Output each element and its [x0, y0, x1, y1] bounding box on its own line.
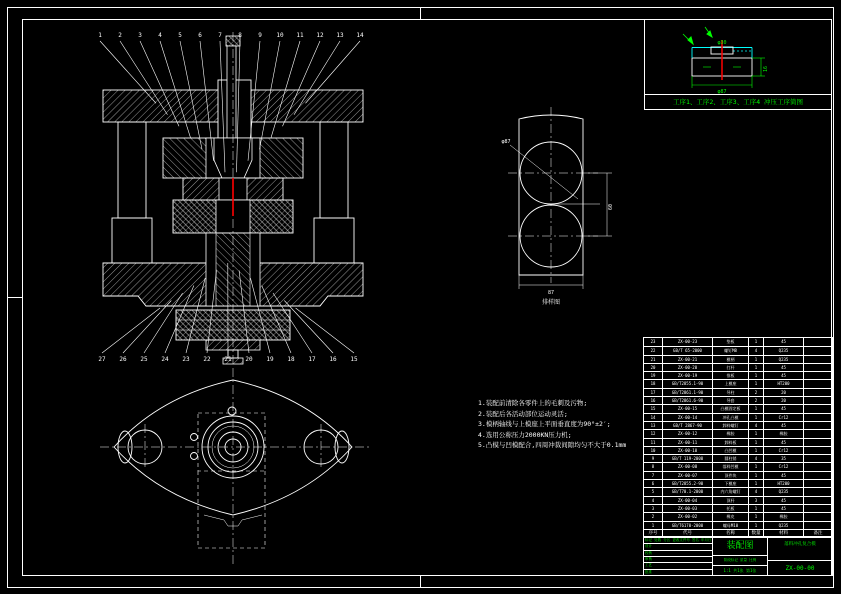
balloon-number: 23: [182, 356, 190, 363]
bom-cell: [804, 338, 832, 346]
bom-cell: GB/T2861.1-90: [663, 388, 713, 396]
dim-step: 60: [608, 203, 614, 211]
bom-cell: 推板: [713, 371, 749, 379]
balloon-number: 9: [258, 32, 262, 39]
bom-cell: Q235: [764, 487, 804, 495]
dim-height: 16: [763, 65, 769, 73]
bom-cell: GB/T 65-2000: [663, 346, 713, 354]
strip-label: 排样图: [541, 299, 561, 306]
dim-width: 87: [547, 290, 555, 296]
bom-cell: 45: [764, 438, 804, 446]
bom-cell: GB/T 119-2000: [663, 454, 713, 462]
centering-mark-bottom: [420, 576, 421, 588]
balloon-number: 25: [140, 356, 148, 363]
bom-cell: 23: [644, 338, 663, 346]
stage-weight-scale-row: 阶段标记 质量 比例: [713, 556, 767, 566]
bom-cell: ZX-00-23: [663, 338, 713, 346]
bom-cell: ZX-00-07: [663, 471, 713, 479]
bom-cell: 打杆: [713, 363, 749, 371]
bom-cell: 内六角螺钉: [713, 487, 749, 495]
bom-cell: 4: [749, 487, 764, 495]
bom-cell: 20: [764, 388, 804, 396]
bom-cell: 上模座: [713, 379, 749, 387]
revision-sign-grid: [644, 538, 713, 575]
bom-table: [643, 337, 833, 537]
balloon-number: 12: [316, 32, 324, 39]
centering-mark-top: [420, 7, 421, 19]
bom-cell: ZX-00-03: [663, 504, 713, 512]
balloon-number: 5: [178, 32, 182, 39]
bom-cell: ZX-00-15: [663, 404, 713, 412]
note-line: 2.装配后各活动部位运动灵活;: [478, 409, 568, 418]
bom-cell: [804, 504, 832, 512]
bom-cell: [804, 471, 832, 479]
bom-cell: 1: [749, 355, 764, 363]
balloon-number: 1: [98, 32, 102, 39]
bom-cell: ZX-00-10: [663, 446, 713, 454]
bom-cell: [804, 388, 832, 396]
balloon-leader: [160, 41, 191, 138]
bom-cell: 1: [749, 479, 764, 487]
bom-cell: 卸料板: [713, 438, 749, 446]
balloon-number: 17: [308, 356, 316, 363]
bom-cell: 2: [749, 388, 764, 396]
bom-cell: 4: [644, 496, 663, 504]
balloon-number: 11: [296, 32, 304, 39]
bom-cell: 1: [749, 363, 764, 371]
bom-cell: 1: [749, 413, 764, 421]
bom-cell: Q235: [764, 521, 804, 529]
bom-cell: 1: [749, 404, 764, 412]
bom-cell: HT200: [764, 479, 804, 487]
bom-cell: 45: [764, 338, 804, 346]
bom-cell: 下模座: [713, 479, 749, 487]
bom-cell: 21: [644, 355, 663, 363]
bom-cell: GB/T2855.1-90: [663, 379, 713, 387]
balloon-number: 21: [224, 356, 232, 363]
bom-cell: GB/T70.1-2000: [663, 487, 713, 495]
detail-dimensions: [692, 58, 765, 88]
balloon-number: 22: [203, 356, 211, 363]
bom-cell: Cr12: [764, 446, 804, 454]
die-section-view: [88, 28, 378, 368]
feed-step-dimension: [585, 173, 614, 236]
leader-dim: φ87: [501, 139, 511, 145]
note-line: 4.选用公称压力2000KN压力机;: [478, 430, 572, 439]
bom-cell: 1: [749, 338, 764, 346]
bom-cell: 10: [644, 446, 663, 454]
bom-header-cell: 材料: [764, 529, 804, 537]
bom-cell: 45: [764, 363, 804, 371]
bom-cell: [804, 454, 832, 462]
bom-cell: 1: [749, 504, 764, 512]
bom-cell: [804, 371, 832, 379]
dim-hole-dia: φ30: [717, 40, 727, 46]
balloon-number: 16: [329, 356, 337, 363]
process-detail-drawing: [645, 20, 833, 95]
balloon-number: 2: [118, 32, 122, 39]
bom-cell: 1: [749, 438, 764, 446]
drawing-title: 装配图: [713, 538, 767, 556]
product-name: 落料冲孔复合模: [768, 538, 832, 561]
bom-cell: ZX-00-11: [663, 438, 713, 446]
bom-cell: [804, 346, 832, 354]
bom-cell: 19: [644, 371, 663, 379]
bom-cell: 导套: [713, 396, 749, 404]
pin-hole-left2: [191, 453, 198, 460]
bom-cell: 5: [644, 487, 663, 495]
bom-cell: 17: [644, 388, 663, 396]
bom-cell: GB/T 2867-90: [663, 421, 713, 429]
bom-cell: 22: [644, 346, 663, 354]
strip-layout-view: [490, 103, 645, 333]
title-block-center: [713, 538, 768, 575]
title-block: [643, 537, 833, 576]
drawing-number: ZX-00-00: [785, 565, 815, 572]
bom-cell: [804, 379, 832, 387]
balloon-leader: [284, 301, 333, 354]
balloon-number: 7: [218, 32, 222, 39]
bom-cell: 圆柱销: [713, 454, 749, 462]
bom-header-cell: 序号: [644, 529, 663, 537]
bom-cell: 螺钉M8: [713, 346, 749, 354]
note-line: 5.凸模与凹模配合,四周冲裁间隙均匀不大于0.1mm: [478, 441, 627, 449]
bom-cell: [804, 396, 832, 404]
centering-mark-left: [7, 297, 22, 298]
bom-cell: [804, 429, 832, 437]
balloon-number: 10: [276, 32, 284, 39]
bom-cell: 16: [644, 396, 663, 404]
bom-cell: [804, 496, 832, 504]
bom-cell: Cr12: [764, 462, 804, 470]
balloon-number: 3: [138, 32, 142, 39]
bom-cell: GB/T2855.2-90: [663, 479, 713, 487]
balloon-number: 8: [238, 32, 242, 39]
bom-cell: 1: [749, 371, 764, 379]
bom-cell: 顶件块: [713, 471, 749, 479]
bom-cell: 落料凹模: [713, 462, 749, 470]
bom-cell: 20: [764, 396, 804, 404]
bom-cell: 垫板: [713, 338, 749, 346]
bom-cell: 凸凹模: [713, 446, 749, 454]
bom-cell: [804, 363, 832, 371]
bom-cell: [804, 512, 832, 520]
bom-cell: ZX-00-21: [663, 355, 713, 363]
balloon-leader: [271, 41, 300, 138]
bom-header-cell: 名称: [713, 529, 749, 537]
bom-cell: 托板: [713, 504, 749, 512]
bom-cell: 橡胶: [764, 429, 804, 437]
bom-cell: Q235: [764, 355, 804, 363]
bom-cell: 45: [764, 404, 804, 412]
bom-cell: [804, 355, 832, 363]
pin-hole-left1: [191, 434, 198, 441]
bom-cell: 9: [644, 454, 663, 462]
bom-cell: 1: [749, 512, 764, 520]
sign-row-approve: 批准: [645, 569, 652, 574]
note-line: 3.模柄轴线与上模座上平面垂直度为90°±2′;: [478, 420, 611, 428]
bom-cell: 1: [749, 521, 764, 529]
hidden-pocket: [198, 413, 265, 548]
bom-cell: ZX-00-19: [663, 371, 713, 379]
bom-cell: ZX-00-02: [663, 512, 713, 520]
bom-cell: 35: [764, 454, 804, 462]
bom-cell: [804, 404, 832, 412]
bom-cell: 1: [749, 446, 764, 454]
balloon-leader: [296, 308, 354, 353]
bom-cell: 6: [644, 479, 663, 487]
balloon-leader: [123, 301, 171, 354]
balloon-number: 4: [158, 32, 162, 39]
bom-header-cell: 备注: [804, 529, 832, 537]
balloon-number: 18: [287, 356, 295, 363]
bom-cell: Cr12: [764, 413, 804, 421]
bom-cell: 模柄: [713, 355, 749, 363]
bom-cell: [804, 446, 832, 454]
bom-cell: [804, 421, 832, 429]
bom-cell: GB/T2861.6-90: [663, 396, 713, 404]
bom-cell: 7: [644, 471, 663, 479]
bom-cell: 卸料螺钉: [713, 421, 749, 429]
direction-arrows: [683, 27, 712, 44]
bom-cell: 15: [644, 404, 663, 412]
bom-cell: GB/T6170-2000: [663, 521, 713, 529]
bom-cell: 冲孔凸模: [713, 413, 749, 421]
bom-cell: ZX-00-12: [663, 429, 713, 437]
bom-cell: 12: [644, 429, 663, 437]
bom-cell: 导柱: [713, 388, 749, 396]
bom-cell: 4: [749, 346, 764, 354]
bom-cell: 1: [644, 521, 663, 529]
bom-cell: 顶杆: [713, 496, 749, 504]
bom-cell: 13: [644, 421, 663, 429]
balloon-number: 14: [356, 32, 364, 39]
bom-cell: [804, 521, 832, 529]
bom-cell: Q235: [764, 346, 804, 354]
bom-cell: 橡胶: [764, 512, 804, 520]
sign-row-review: 审核: [644, 557, 712, 563]
sheet-info: 共1张 第1张: [733, 568, 757, 573]
dim-blank-dia: φ87: [717, 89, 727, 95]
bom-cell: 45: [764, 471, 804, 479]
bom-cell: 4: [749, 454, 764, 462]
scale-value: 1:1: [723, 568, 731, 573]
bom-cell: 2: [749, 396, 764, 404]
bom-cell: [804, 462, 832, 470]
revision-header: 标记 处数 分区 更改文件号 签名 年月日: [644, 538, 712, 544]
bom-cell: 45: [764, 371, 804, 379]
balloon-number: 20: [245, 356, 253, 363]
bom-cell: ZX-00-20: [663, 363, 713, 371]
bom-header-cell: 代号: [663, 529, 713, 537]
bom-cell: 4: [749, 421, 764, 429]
bom-cell: 45: [764, 421, 804, 429]
balloon-number: 19: [266, 356, 274, 363]
bom-cell: 螺母M10: [713, 521, 749, 529]
balloon-number: 13: [336, 32, 344, 39]
bom-cell: 11: [644, 438, 663, 446]
bom-cell: 1: [749, 462, 764, 470]
balloon-number: 26: [119, 356, 127, 363]
bom-cell: 20: [644, 363, 663, 371]
balloon-number: 27: [98, 356, 106, 363]
sign-row-design: 设计: [644, 544, 712, 550]
balloon-number: 6: [198, 32, 202, 39]
flange-plan-view: [100, 368, 400, 573]
bom-header-cell: 数量: [749, 529, 764, 537]
sign-row-process: 工艺: [644, 563, 712, 569]
bom-cell: 橡皮: [713, 512, 749, 520]
title-block-right: [768, 538, 832, 575]
bom-cell: 1: [749, 429, 764, 437]
bom-cell: [804, 479, 832, 487]
bom-cell: 1: [749, 471, 764, 479]
bom-cell: 橡胶: [713, 429, 749, 437]
balloon-leader: [102, 308, 160, 353]
bom-cell: ZX-00-08: [663, 462, 713, 470]
bom-cell: ZX-00-14: [663, 413, 713, 421]
sign-row-check: 校核: [644, 551, 712, 557]
bom-cell: [804, 413, 832, 421]
bom-cell: 45: [764, 496, 804, 504]
process-caption: 工序1、工序2、工序3、工序4 冲压工序简图: [644, 94, 832, 110]
bom-cell: 2: [644, 512, 663, 520]
bom-cell: ZX-00-04: [663, 496, 713, 504]
bom-cell: 凸模固定板: [713, 404, 749, 412]
technical-notes: [478, 398, 653, 451]
scale-and-sheets: [713, 566, 767, 575]
balloon-number: 24: [161, 356, 169, 363]
bom-cell: 3: [644, 504, 663, 512]
balloon-number: 15: [350, 356, 358, 363]
bom-cell: 18: [644, 379, 663, 387]
bom-cell: HT200: [764, 379, 804, 387]
bom-cell: 14: [644, 413, 663, 421]
pin-hole-top: [228, 407, 236, 415]
bom-cell: 45: [764, 504, 804, 512]
note-line: 1.装配前清除各零件上的毛刺及污物;: [478, 399, 588, 407]
bom-cell: 8: [644, 462, 663, 470]
bom-cell: 1: [749, 379, 764, 387]
bom-cell: [804, 487, 832, 495]
bom-cell: [804, 438, 832, 446]
bom-cell: 3: [749, 496, 764, 504]
